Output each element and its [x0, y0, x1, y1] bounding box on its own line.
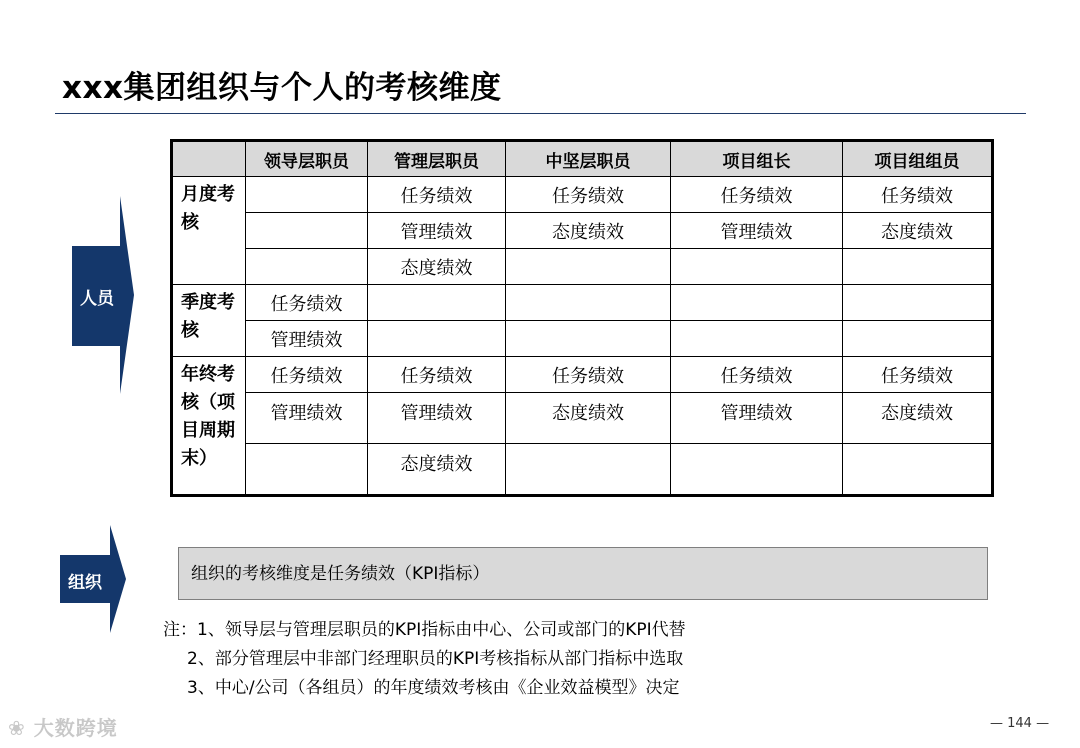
person-arrow	[72, 196, 134, 394]
title-divider	[55, 113, 1026, 114]
header-cell	[172, 141, 246, 177]
table-cell: 态度绩效	[506, 213, 671, 249]
table-cell: 任务绩效	[368, 177, 506, 213]
watermark-text: 大数跨境	[33, 716, 118, 740]
table-cell: 任务绩效	[506, 177, 671, 213]
table-cell: 任务绩效	[671, 357, 843, 393]
table-cell	[506, 285, 671, 321]
table-cell	[246, 444, 368, 496]
watermark-logo-icon: ❀	[8, 716, 34, 740]
table-row	[172, 213, 993, 249]
header-cell: 项目组长	[671, 141, 843, 177]
table-cell	[671, 285, 843, 321]
table-cell	[843, 285, 993, 321]
table-row	[172, 393, 993, 444]
table-cell: 态度绩效	[843, 213, 993, 249]
table-cell	[843, 321, 993, 357]
watermark	[8, 712, 118, 741]
note-line: 注：1、领导层与管理层职员的KPI指标由中心、公司或部门的KPI代替	[163, 620, 686, 640]
table-cell: 态度绩效	[843, 393, 993, 444]
row-group-label: 年终考核（项目周期末）	[172, 357, 246, 496]
table-cell: 任务绩效	[506, 357, 671, 393]
table-cell: 管理绩效	[368, 393, 506, 444]
table-cell: 管理绩效	[246, 321, 368, 357]
table-row	[172, 285, 993, 321]
table-cell	[843, 444, 993, 496]
table-cell: 管理绩效	[246, 393, 368, 444]
table-cell	[368, 285, 506, 321]
table-cell	[506, 249, 671, 285]
table-cell: 任务绩效	[671, 177, 843, 213]
org-label: 组织	[68, 573, 102, 593]
assessment-table	[170, 139, 994, 497]
note-line: 2、部分管理层中非部门经理职员的KPI考核指标从部门指标中选取	[187, 649, 684, 669]
table-cell	[671, 249, 843, 285]
table-cell: 态度绩效	[368, 249, 506, 285]
page-number: — 144 —	[990, 716, 1050, 731]
row-group-label: 季度考核	[172, 285, 246, 357]
table-row	[172, 249, 993, 285]
table-cell: 任务绩效	[843, 177, 993, 213]
table-cell	[671, 321, 843, 357]
table-cell	[246, 213, 368, 249]
header-cell: 中坚层职员	[506, 141, 671, 177]
table-row	[172, 357, 993, 393]
table-header-row	[172, 141, 993, 177]
table-cell	[506, 321, 671, 357]
table-cell: 任务绩效	[368, 357, 506, 393]
header-cell: 领导层职员	[246, 141, 368, 177]
org-arrow	[60, 525, 126, 633]
table-row	[172, 321, 993, 357]
table-cell: 态度绩效	[506, 393, 671, 444]
header-cell: 管理层职员	[368, 141, 506, 177]
table-cell	[843, 249, 993, 285]
table-cell: 任务绩效	[246, 357, 368, 393]
table-cell: 管理绩效	[671, 393, 843, 444]
org-description-box: 组织的考核维度是任务绩效（KPI指标）	[178, 547, 988, 600]
table-row	[172, 177, 993, 213]
table-cell: 管理绩效	[368, 213, 506, 249]
table-cell: 任务绩效	[843, 357, 993, 393]
table-cell: 任务绩效	[246, 285, 368, 321]
table-cell	[368, 321, 506, 357]
note-line: 3、中心/公司（各组员）的年度绩效考核由《企业效益模型》决定	[187, 678, 680, 698]
table-cell: 管理绩效	[671, 213, 843, 249]
row-group-label: 月度考核	[172, 177, 246, 285]
header-cell: 项目组组员	[843, 141, 993, 177]
notes	[163, 616, 686, 703]
table-cell: 态度绩效	[368, 444, 506, 496]
table-cell	[246, 177, 368, 213]
table-cell	[671, 444, 843, 496]
table-cell	[246, 249, 368, 285]
table-cell	[506, 444, 671, 496]
person-label: 人员	[80, 289, 114, 309]
page-title: xxx集团组织与个人的考核维度	[62, 70, 502, 106]
table-row	[172, 444, 993, 496]
